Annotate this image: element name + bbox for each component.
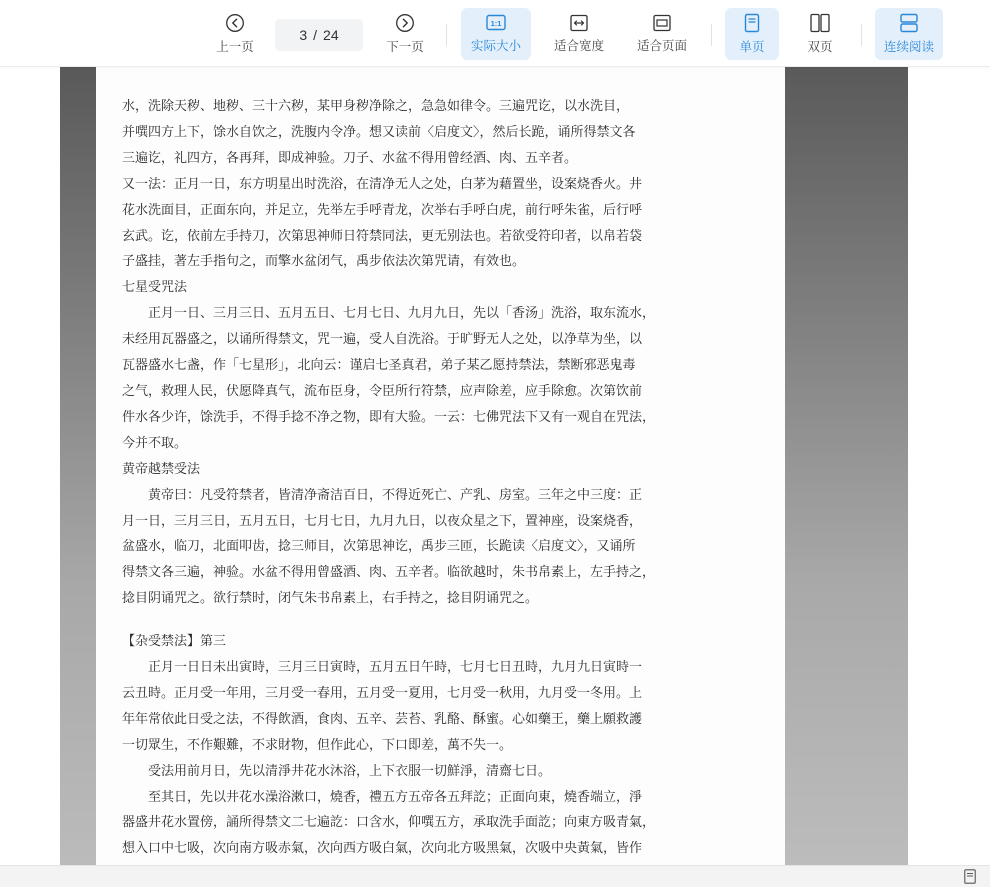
fit-width-label: 适合宽度 bbox=[553, 38, 604, 53]
page-separator: / bbox=[313, 27, 318, 43]
chevron-left-circle-icon bbox=[225, 13, 245, 33]
text-line: 件水各少许，馀洗手，不得手捻不净之物，即有大验。一云：七佛咒法下又有一观自在咒法， bbox=[122, 409, 656, 425]
text-line: 之气，救理人民，伏愿降真气，流布臣身，令臣所行符禁，应声除差，应手除愈。次第饮前 bbox=[122, 383, 643, 399]
single-page-button[interactable] bbox=[725, 8, 779, 60]
actual-size-button[interactable] bbox=[461, 8, 531, 60]
text-line: 瓦器盛水七盏，作「七星形」，北向云：谨启七圣真君，弟子某乙愿持禁法，禁断邪恶鬼毒 bbox=[122, 358, 636, 374]
toolbar-divider bbox=[446, 24, 447, 46]
fit-page-label: 适合页面 bbox=[636, 38, 687, 53]
text-line: 今并不取。 bbox=[122, 435, 188, 451]
next-page-label: 下一页 bbox=[386, 39, 424, 54]
document-viewer[interactable] bbox=[0, 67, 990, 865]
fit-width-button[interactable] bbox=[545, 8, 613, 60]
continuous-read-icon bbox=[899, 13, 919, 33]
scan-edge-right bbox=[785, 67, 908, 865]
text-line: 并噀四方上下，馀水自饮之，洗腹内令净。想又读前〈启度文〉，然后长跪，诵所得禁文各 bbox=[122, 124, 636, 140]
text-line: 年年常依此日受之法，不得飲酒，食肉、五辛、芸苔、乳酪、酥蜜。心如藥王，藥上願救護 bbox=[122, 711, 643, 727]
actual-size-badge: 1:1 bbox=[490, 19, 502, 28]
text-line: 花水洗面目，正面东向，并足立，先举左手呼青龙，次举右手呼白虎，前行呼朱雀，后行呼 bbox=[122, 202, 643, 218]
fit-width-icon bbox=[569, 14, 589, 32]
toolbar-divider bbox=[861, 24, 862, 46]
text-line: 黄帝曰：凡受符禁者，皆清净斋洁百日，不得近死亡、产乳、房室。三年之中三度：正 bbox=[148, 487, 643, 503]
text-line: 至其日，先以井花水澡浴漱口，燒香，禮五方五帝各五拜訖；正面向東，燒香端立，淨 bbox=[148, 789, 643, 805]
text-line: 得禁文各三遍，神验。水盆不得用曾盛酒、肉、五辛者。临欲越时，朱书帛素上，左手持之， bbox=[122, 565, 656, 581]
page-view-icon[interactable] bbox=[964, 869, 976, 884]
next-page-button[interactable] bbox=[381, 8, 429, 60]
reader-toolbar bbox=[0, 0, 990, 67]
single-page-icon bbox=[744, 13, 760, 33]
scan-edge-left bbox=[60, 67, 96, 865]
text-line: 正月一日、三月三日、五月五日、七月七日、九月九日，先以「香汤」洗浴，取东流水， bbox=[148, 306, 656, 322]
prev-page-label: 上一页 bbox=[216, 39, 254, 54]
double-page-icon bbox=[809, 13, 831, 33]
text-line: 盆盛水，临刀，北面叩齿，捻三师目，次第思神讫，禹步三匝，长跪读〈启度文〉，又诵所 bbox=[122, 539, 636, 555]
text-line: 云丑時。正月受一年用，三月受一春用，五月受一夏用，七月受一秋用，九月受一冬用。上 bbox=[122, 685, 643, 701]
status-bar bbox=[0, 865, 990, 887]
actual-size-label: 实际大小 bbox=[470, 38, 521, 53]
actual-size-icon bbox=[485, 14, 507, 32]
text-line: 水，洗除天秽、地秽、三十六秽，某甲身秽净除之，急急如律令。三遍咒讫，以水洗目， bbox=[122, 99, 630, 114]
fit-page-icon bbox=[652, 14, 672, 32]
text-line: 玄武。讫，依前左手持刀，次第思神师日符禁同法，更无别法也。若欲受符印者，以帛若袋 bbox=[122, 228, 643, 244]
text-line: 又一法：正月一日，东方明星出时洗浴，在清净无人之处，白茅为藉置坐，设案烧香火。井 bbox=[122, 176, 643, 192]
page-indicator[interactable] bbox=[275, 19, 363, 51]
text-line: 月一日，三月三日，五月五日，七月七日，九月九日，以夜众星之下，置神座，设案烧香， bbox=[122, 513, 643, 529]
current-page-number[interactable]: 3 bbox=[299, 27, 308, 43]
text-line: 子盛挂，著左手指句之，而擎水盆闭气，禹步依法次第咒请，有效也。 bbox=[122, 254, 526, 270]
text-line: 捻目阴诵咒之。欲行禁时，闭气朱书帛素上，右手持之，捻目阴诵咒之。 bbox=[122, 591, 539, 607]
double-page-button[interactable] bbox=[793, 8, 847, 60]
toolbar-divider bbox=[711, 24, 712, 46]
text-line: 未经用瓦器盛之，以诵所得禁文，咒一遍，受人自洗浴。于旷野无人之处，以净草为坐，以 bbox=[122, 332, 643, 348]
continuous-read-button[interactable] bbox=[875, 8, 943, 60]
section-heading: 【杂受禁法】第三 bbox=[122, 634, 227, 650]
section-heading: 七星受咒法 bbox=[122, 280, 188, 296]
continuous-read-label: 连续阅读 bbox=[883, 39, 934, 54]
section-heading: 黄帝越禁受法 bbox=[122, 461, 201, 477]
chevron-right-circle-icon bbox=[395, 13, 415, 33]
text-line: 正月一日日未出寅時，三月三日寅時，五月五日午時，七月七日丑時，九月九日寅時一 bbox=[148, 660, 643, 676]
single-page-label: 单页 bbox=[739, 39, 765, 54]
text-line: 三遍讫，礼四方，各再拜，即成神验。刀子、水盆不得用曾经酒、肉、五辛者。 bbox=[122, 150, 578, 166]
fit-page-button[interactable] bbox=[628, 8, 696, 60]
double-page-label: 双页 bbox=[807, 39, 833, 54]
text-line: 一切眾生，不作艱難，不求財物，但作此心，下口即差，萬不失一。 bbox=[122, 737, 513, 753]
text-line: 器盛井花水置傍，誦所得禁文二七遍訖：口含水，仰噀五方，承取洗手面訖；向東方吸青氣， bbox=[122, 815, 656, 831]
prev-page-button[interactable] bbox=[211, 8, 259, 60]
page-text bbox=[122, 94, 692, 862]
text-line: 想入口中七吸，次向南方吸赤氣，次向西方吸白氣，次向北方吸黑氣，次吸中央黃氣，皆作 bbox=[122, 841, 643, 857]
text-line: 受法用前月日，先以清淨井花水沐浴，上下衣服一切鮮淨，清齋七日。 bbox=[148, 763, 552, 779]
total-pages: 24 bbox=[323, 27, 339, 43]
